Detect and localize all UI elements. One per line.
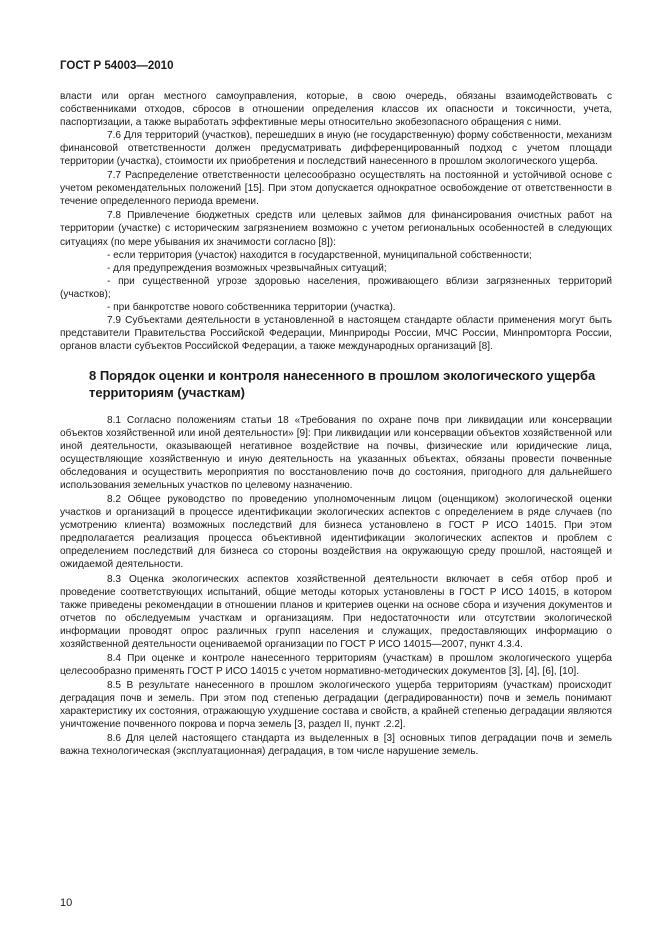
- list-item: - для предупреждения возможных чрезвычайных ситуаций;: [107, 262, 387, 274]
- document-body: [60, 90, 612, 758]
- paragraph: 8.5 В результате нанесенного в прошлом экологического ущерба территориям (участкам) происходит деградация почв и земель. При этом под степенью деградации (деградированности) почв и земель понимают характеристику их состояния, отражающую ухудшение состава и свойств, а крайней степенью деградации являются уничтожение почвенного покрова и порча земель [3, раздел II, пункт .2.2].: [60, 679, 612, 731]
- paragraph: 8.1 Согласно положениям статьи 18 «Требования по охране почв при ликвидации или консервации объектов хозяйственной или иной деятельности» [9]: При ликвидации или консервации объектов хозяйственной или иной деятельности, оказывающей негативное воздействие на почвы, физические или юридические лица, осуществляющие хозяйственную и иную деятельность на указанных объектах, обязаны провести почвенные обследования и осуществить мероприятия по восстановлению почв до состояния, пригодного для дальнейшего использования земельных участков по целевому назначению.: [60, 414, 612, 492]
- paragraph: 7.6 Для территорий (участков), перешедших в иную (не государственную) форму собственности, механизм финансовой ответственности должен предусматривать дифференцированный подход с учетом площади территории (участка), стоимости их приобретения и последствий нанесенного в прошлом экологического ущерба.: [60, 130, 612, 168]
- paragraph: власти или орган местного самоуправления, которые, в свою очередь, обязаны взаимодействовать с собственниками отходов, сбросов в отношении определения классов их опасности и токсичности, учета, паспортизации, а также выработать эффективные меры относительно экобезопасного обращения с ними.: [60, 91, 612, 129]
- section-title: 8 Порядок оценки и контроля нанесенного в прошлом экологического ущерба территориям (участкам): [89, 367, 596, 400]
- paragraph: 8.6 Для целей настоящего стандарта из выделенных в [3] основных типов деградации почв и земель важна технологическая (эксплуатационная) деградация, в том числе нарушение земель.: [60, 733, 612, 758]
- list-item: - если территория (участок) находится в государственной, муниципальной собственности;: [107, 249, 532, 261]
- paragraph: 8.4 При оценке и контроле нанесенного территориям (участкам) в прошлом экологического ущерба целесообразно применять ГОСТ Р ИСО 14015 с учетом нормативно-методических документов [3], [4], [6], [10].: [60, 652, 612, 677]
- paragraph: 8.3 Оценка экологических аспектов хозяйственной деятельности включает в себя отбор проб и проведение соответствующих испытаний, общие методы которых установлены в ГОСТ Р ИСО 14015, в котором также приведены рекомендации в отношении планов и критериев оценки на основе сбора и изучения документов и отчетов по обследуемым участкам и организациям. При недостаточности или отсутствии экологической информации проводят опрос различных групп населения и служащих, предоставляющих информацию о хозяйственной деятельности оцениваемой организации по ГОСТ Р ИСО 14015—2007, пункт 4.3.4.: [60, 573, 612, 650]
- paragraph: 7.8 Привлечение бюджетных средств или целевых займов для финансирования очистных работ на территории (участке) с историческим загрязнением возможно с учетом региональных особенностей в следующих ситуациях (по мере убывания их значимости согласно [8]):: [60, 210, 612, 248]
- list-item: - при существенной угрозе здоровью населения, проживающего вблизи загрязненных территорий (участков);: [60, 275, 612, 300]
- document-header: ГОСТ Р 54003—2010: [60, 60, 174, 72]
- list-item: - при банкротстве нового собственника территории (участка).: [107, 301, 396, 313]
- page-number: 10: [60, 897, 73, 909]
- paragraph: 8.2 Общее руководство по проведению уполномоченным лицом (оценщиком) экологической оценки участков и организаций в процессе идентификации экологических аспектов с определением в ряде случаев (по усмотрению клиента) возможных последствий для бизнеса установлено в ГОСТ Р ИСО 14015. При этом предполагается реализация процесса объективной идентификации экологических аспектов и проблем с определением последствий для бизнеса со стороны воздействия на окружающую среду прошлой, настоящей и ожидаемой деятельности.: [60, 494, 612, 571]
- paragraph: 7.7 Распределение ответственности целесообразно осуществлять на постоянной и устойчивой основе с учетом рекомендательных положений [15]. При этом допускается однократное освобождение от ответственности в течение определенного периода времени.: [60, 170, 612, 208]
- paragraph: 7.9 Субъектами деятельности в установленной в настоящем стандарте области применения могут быть представители Правительства Российской Федерации, Минприроды России, МЧС России, Минпромторга России, органов власти субъектов Российской Федерации, а также международных организаций [8].: [60, 314, 612, 352]
